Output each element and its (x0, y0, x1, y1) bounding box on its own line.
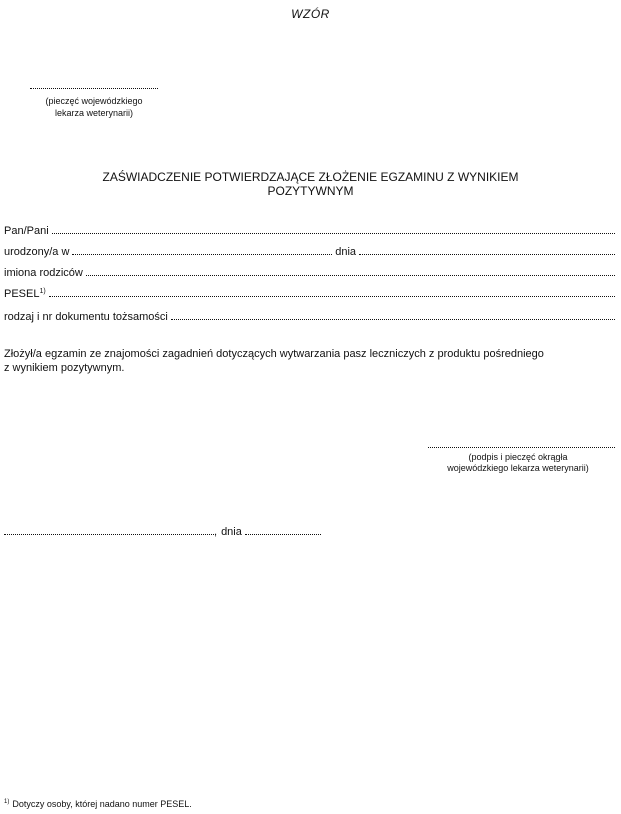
certificate-title-line1: ZAŚWIADCZENIE POTWIERDZAJĄCE ZŁOŻENIE EGZAMINU Z WYNIKIEM (102, 170, 519, 184)
field-id-doc-row (4, 308, 615, 323)
field-name-row (4, 222, 615, 237)
field-parents-label: imiona rodziców (4, 267, 83, 279)
pesel-footnote-mark: 1) (39, 288, 46, 295)
field-birthplace-label: urodzony/a w (4, 246, 70, 258)
signature-dotted-line (428, 443, 615, 448)
field-id-doc-dots (171, 318, 615, 320)
certificate-title-line2: POZYTYWNYM (267, 184, 354, 198)
document-heading-wzor: WZÓR (291, 7, 330, 21)
exam-statement (4, 347, 616, 375)
field-pesel-dots (49, 295, 615, 297)
signature-caption (418, 452, 618, 474)
place-date-day-label: dnia (221, 526, 242, 538)
footnote-text: Dotyczy osoby, której nadano numer PESEL. (12, 799, 192, 809)
field-parents-row (4, 264, 615, 279)
field-pesel-label (4, 288, 46, 300)
place-date-row (4, 524, 324, 538)
field-name-label: Pan/Pani (4, 225, 49, 237)
stamp-caption-line2: lekarza weterynarii) (54, 108, 134, 118)
signature-caption-line1: (podpis i pieczęć okrągła (468, 452, 568, 462)
field-birth-row (4, 243, 615, 258)
stamp-caption (30, 95, 158, 119)
field-birthdate-label: dnia (335, 246, 356, 258)
field-id-doc-label: rodzaj i nr dokumentu tożsamości (4, 311, 168, 323)
exam-statement-line2: z wynikiem pozytywnym. (4, 362, 125, 374)
signature-caption-line2: wojewódzkiego lekarza weterynarii) (447, 463, 589, 473)
footnote (4, 797, 604, 810)
stamp-caption-line1: (pieczęć wojewódzkiego (45, 96, 143, 106)
field-birthdate-dots (359, 253, 615, 255)
footnote-mark: 1) (4, 799, 10, 805)
certificate-title (0, 170, 621, 198)
field-parents-dots (86, 274, 615, 276)
place-date-separator: , (214, 526, 218, 538)
field-birthplace-dots (72, 253, 332, 255)
field-pesel-label-text: PESEL (4, 288, 40, 300)
stamp-dotted-line (30, 84, 158, 89)
field-pesel-row (4, 285, 615, 300)
exam-statement-line1: Złożył/a egzamin ze znajomości zagadnień dotyczących wytwarzania pasz leczniczych z produktu pośredniego (4, 348, 544, 360)
place-dots (4, 534, 214, 535)
date-dots (245, 534, 321, 535)
field-name-dots (52, 232, 615, 234)
